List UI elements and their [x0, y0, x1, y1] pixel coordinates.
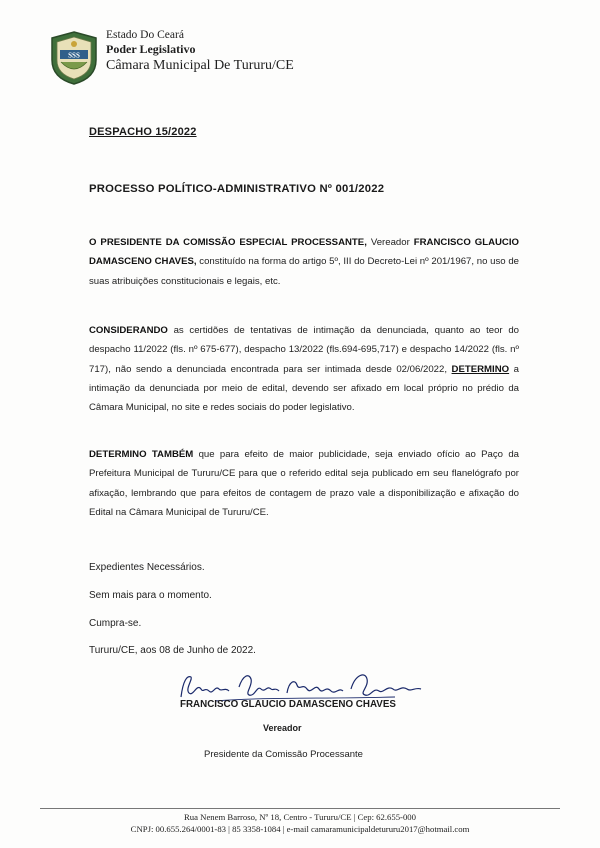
closing-date: Tururu/CE, aos 08 de Junho de 2022.	[89, 645, 256, 656]
footer	[0, 811, 600, 835]
crest-text: SSS	[68, 51, 80, 60]
signer-name: FRANCISCO GLAUCIO DAMASCENO CHAVES	[180, 699, 396, 710]
considerando-lead: CONSIDERANDO	[89, 325, 168, 336]
signer-role: Vereador	[263, 723, 302, 733]
paragraph-considerando	[89, 321, 519, 417]
considerando-text-1: as certidões de tentativas de intimação da denunciada, quanto ao teor do despacho 11/2022 (fls. nº 675-677), despacho 13/2022 (fls.694-695,717) e despacho 14/2022 (fls. nº 717), não sendo a denunciada encontrada para ser intimada desde 02/06/2022,	[89, 325, 519, 375]
closing-sem-mais: Sem mais para o momento.	[89, 590, 212, 601]
determino-tambem-text: que para efeito de maior publicidade, seja enviado ofício ao Paço da Prefeitura Municipal de Tururu/CE para que o referido edital seja publicado em seu flanelógrafo por afixação, lembrando que para efeitos de contagem de prazo vale a disponibilização e afixação do Edital na Câmara Municipal de Tururu/CE.	[89, 449, 520, 518]
paragraph-determino-tambem	[89, 445, 519, 522]
preamble-name: FRANCISCO GLAUCIO DAMASCENO CHAVES,	[89, 237, 519, 268]
footer-address: Rua Nenem Barroso, Nº 18, Centro - Tururu/CE | Cep: 62.655-000	[184, 812, 416, 822]
determino-tambem-lead: DETERMINO TAMBÉM	[89, 449, 194, 460]
municipal-crest-icon	[48, 30, 100, 86]
chamber-name: Câmara Municipal De Tururu/CE	[106, 58, 294, 73]
preamble-lead: O PRESIDENTE DA COMISSÃO ESPECIAL PROCESSANTE,	[89, 237, 367, 248]
determino-keyword: DETERMINO	[451, 363, 510, 375]
preamble-rest: constituído na forma do artigo 5º, III do Decreto-Lei nº 201/1967, no uso de suas atribuições constitucionais e legais, etc.	[89, 256, 520, 287]
considerando-text-2: a intimação da denunciada por meio de edital, devendo ser afixado em local próprio no prédio da Câmara Municipal, no site e redes sociais do poder legislativo.	[89, 363, 519, 414]
footer-divider	[40, 808, 560, 809]
legislative-power: Poder Legislativo	[106, 42, 196, 56]
preamble-mid: Vereador	[366, 237, 414, 248]
state-name: Estado Do Ceará	[106, 29, 184, 41]
signer-title: Presidente da Comissão Processante	[204, 749, 363, 760]
footer-contacts: CNPJ: 00.655.264/0001-83 | 85 3358-1084 | e-mail camaramunicipaldetururu2017@hotmail.com	[130, 824, 470, 834]
despacho-title: DESPACHO 15/2022	[89, 126, 197, 138]
closing-expedientes: Expedientes Necessários.	[89, 562, 205, 573]
paragraph-preamble	[89, 233, 519, 291]
letterhead-text	[106, 28, 294, 74]
processo-title: PROCESSO POLÍTICO-ADMINISTRATIVO Nº 001/2022	[89, 183, 385, 195]
closing-cumpra-se: Cumpra-se.	[89, 618, 142, 629]
letterhead	[48, 28, 348, 88]
